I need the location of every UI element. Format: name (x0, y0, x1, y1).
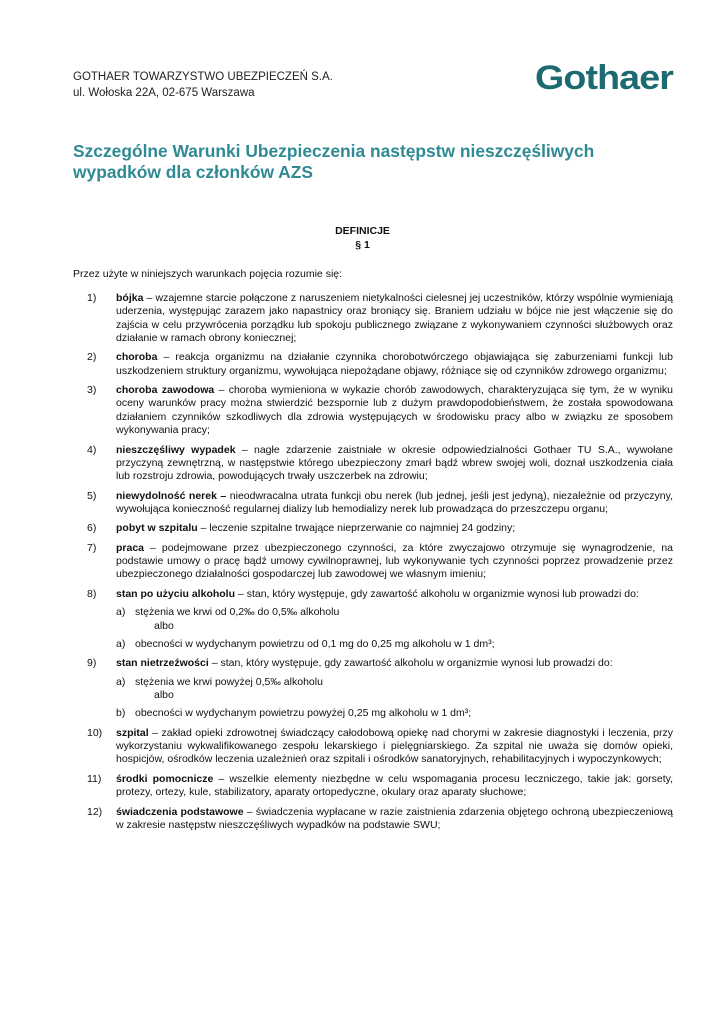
definition-body: nieodwracalna utrata funkcji obu nerek (lub jednej, jeśli jest jedyną), niezależnie od przyczyny, wywołująca konieczność regularnej dializy lub hemodializy nerek lub prowadząca do przeszczepu organu; (116, 489, 674, 515)
definition-text (116, 444, 673, 484)
document-title (73, 141, 673, 183)
definition-body: – leczenie szpitalne trwające nieprzerwanie co najmniej 24 godziny; (197, 522, 516, 535)
definition-subitem (116, 606, 673, 633)
definition-body: – wszelkie elementy niezbędne w celu wspomagania procesu leczniczego, takie jak: gorsety, protezy, ortezy, kule, stabilizatory, aparaty ortopedyczne, okulary oraz aparaty słuchowe; (116, 772, 673, 799)
title-line-1: Szczególne Warunki Ubezpieczenia następstw nieszczęśliwych (73, 141, 595, 161)
definition-subitem (116, 676, 673, 703)
definition-body: – zakład opieki zdrowotnej świadczący całodobową opiekę nad chorymi w zakresie diagnostyki i leczenia, przy wykorzystaniu wykwalifikowanego zespołu lekarskiego i pielęgniarskiego. Za szpital nie uważa się domów opieki, hospicjów, ośrodków leczenia uzależnień oraz szpitali i ośrodków sanatoryjnych, rehabilitacyjnych i wypoczynkowych; (116, 726, 673, 766)
definition-body: – nagłe zdarzenie zaistniałe w okresie odpowiedzialności Gothaer TU S.A., wywołane przyczyną zewnętrzną, w następstwie którego ubezpieczony zmarł bądź wbrew swojej woli, doznał uszkodzenia ciała lub rozstroju zdrowia, powodujących trwały uszczerbek na zdrowiu; (116, 443, 673, 483)
section-heading: DEFINICJE (335, 225, 390, 237)
subitem-letter: a) (116, 637, 126, 650)
subitem-text: stężenia we krwi od 0,2‰ do 0,5‰ alkoholu (135, 606, 340, 619)
definition-term: nieszczęśliwy wypadek (116, 443, 236, 456)
definition-item (73, 384, 673, 437)
definition-item (73, 292, 673, 345)
definition-text (116, 542, 673, 582)
definition-term: choroba zawodowa (116, 384, 215, 397)
definition-number: 11) (87, 772, 102, 785)
definition-body: – wzajemne starcie połączone z naruszeniem nietykalności cielesnej jej uczestników, którzy wspólnie wymieniają uderzenia, występując zarazem jako napastnicy oraz broniący się. Braniem udziału w bójce nie jest włączenie się do zajścia w celu przywrócenia porządku lub spokoju publicznego związane z wykonywaniem czynności służbowych oraz działanie w ramach obrony koniecznej; (116, 292, 673, 344)
subitem-text: obecności w wydychanym powietrzu powyżej 0,25 mg alkoholu w 1 dm³; (135, 707, 472, 720)
definition-text (116, 588, 673, 601)
definition-item (73, 773, 673, 800)
definition-term: pobyt w szpitalu (116, 522, 198, 535)
definition-item (73, 444, 673, 484)
definition-number: 12) (87, 805, 103, 818)
definition-item (73, 351, 673, 378)
definition-number: 1) (87, 292, 97, 304)
definition-item (73, 522, 673, 535)
definition-number: 10) (87, 726, 103, 739)
definitions-list (73, 292, 673, 838)
title-line-2: wypadków dla członków AZS (73, 162, 313, 182)
definition-number: 3) (87, 384, 97, 397)
intro-text: Przez użyte w niniejszych warunkach pojęcia rozumie się: (73, 268, 343, 280)
definition-term: bójka (116, 292, 144, 304)
definition-body: – stan, który występuje, gdy zawartość alkoholu w organizmie wynosi lub prowadzi do: (235, 587, 639, 600)
company-address (73, 69, 333, 101)
logo-wordmark: Gothaer (535, 59, 674, 97)
subitem-connector: albo (154, 619, 174, 632)
definition-number: 9) (87, 657, 97, 670)
definition-item (73, 727, 673, 767)
definition-term: świadczenia podstawowe (116, 805, 244, 818)
section-paragraph-number: § 1 (355, 239, 370, 251)
company-street: ul. Wołoska 22A, 02-675 Warszawa (73, 87, 255, 99)
definition-subitem (116, 707, 673, 720)
definition-item (73, 542, 673, 582)
definition-subitem (116, 638, 673, 651)
definition-item (73, 806, 673, 833)
definition-number: 2) (87, 351, 97, 364)
definition-body: – stan, który występuje, gdy zawartość alkoholu w organizmie wynosi lub prowadzi do: (208, 657, 613, 670)
subitem-text: obecności w wydychanym powietrzu od 0,1 mg do 0,25 mg alkoholu w 1 dm³; (135, 637, 495, 650)
subitem-connector: albo (154, 688, 174, 701)
definition-term: stan po użyciu alkoholu (116, 587, 236, 600)
definition-number: 8) (87, 587, 97, 600)
subitem-text: stężenia we krwi powyżej 0,5‰ alkoholu (135, 675, 323, 688)
definition-body: – choroba wymieniona w wykazie chorób zawodowych, charakteryzująca się tym, że w wyniku oceny warunków pracy można stwierdzić bezspornie lub z dużym prawdopodobieństwem, że została spowodowana działaniem czynników szkodliwych dla zdrowia występujących w środowisku pracy albo w związku ze sposobem wykonywania pracy; (116, 384, 674, 437)
definition-text (116, 657, 673, 670)
definition-number: 7) (87, 541, 97, 554)
definition-number: 4) (87, 443, 97, 456)
subitem-letter: a) (116, 675, 126, 688)
definition-text (116, 292, 673, 345)
definition-term: praca (116, 541, 145, 554)
definition-number: 5) (87, 489, 97, 502)
definition-number: 6) (87, 522, 97, 535)
definition-text (116, 522, 673, 535)
definition-text (116, 773, 673, 800)
definition-body: – podejmowane przez ubezpieczonego czynności, za które zwyczajowo otrzymuje się wynagrodzenie, na podstawie umowy o pracę bądź umowy cywilnoprawnej, lub wykonywanie tych czynności poprzez prowadzenie przez ubezpieczonego działalności gospodarczej lub zawodowej we własnym imieniu; (116, 541, 673, 581)
definition-item (73, 588, 673, 651)
definition-term: stan nietrzeźwości (116, 657, 209, 670)
definition-term: choroba (116, 351, 158, 364)
definition-term: niewydolność nerek – (116, 489, 227, 502)
definition-text (116, 806, 673, 833)
definition-text (116, 490, 673, 517)
definition-text (116, 384, 673, 437)
gothaer-logo (533, 50, 675, 100)
subitem-letter: a) (116, 606, 126, 619)
definition-term: szpital (116, 726, 149, 739)
subitem-letter: b) (116, 707, 126, 720)
definition-text (116, 727, 673, 767)
definition-term: środki pomocnicze (116, 772, 214, 785)
definition-body: – świadczenia wypłacane w razie zaistnienia zdarzenia objętego ochroną ubezpieczeniową w zakresie następstw nieszczęśliwych wypadków na podstawie SWU; (116, 805, 674, 831)
definition-item (73, 490, 673, 517)
definition-body: – reakcja organizmu na działanie czynnika chorobotwórczego objawiająca się zaburzeniami funkcji lub uszkodzeniem struktury organizmu, wywołująca niepożądane objawy, różniące się od czynników zdrowego organizmu; (116, 351, 673, 377)
company-name: GOTHAER TOWARZYSTWO UBEZPIECZEŃ S.A. (73, 71, 333, 83)
definition-item (73, 657, 673, 720)
definition-text (116, 351, 673, 378)
